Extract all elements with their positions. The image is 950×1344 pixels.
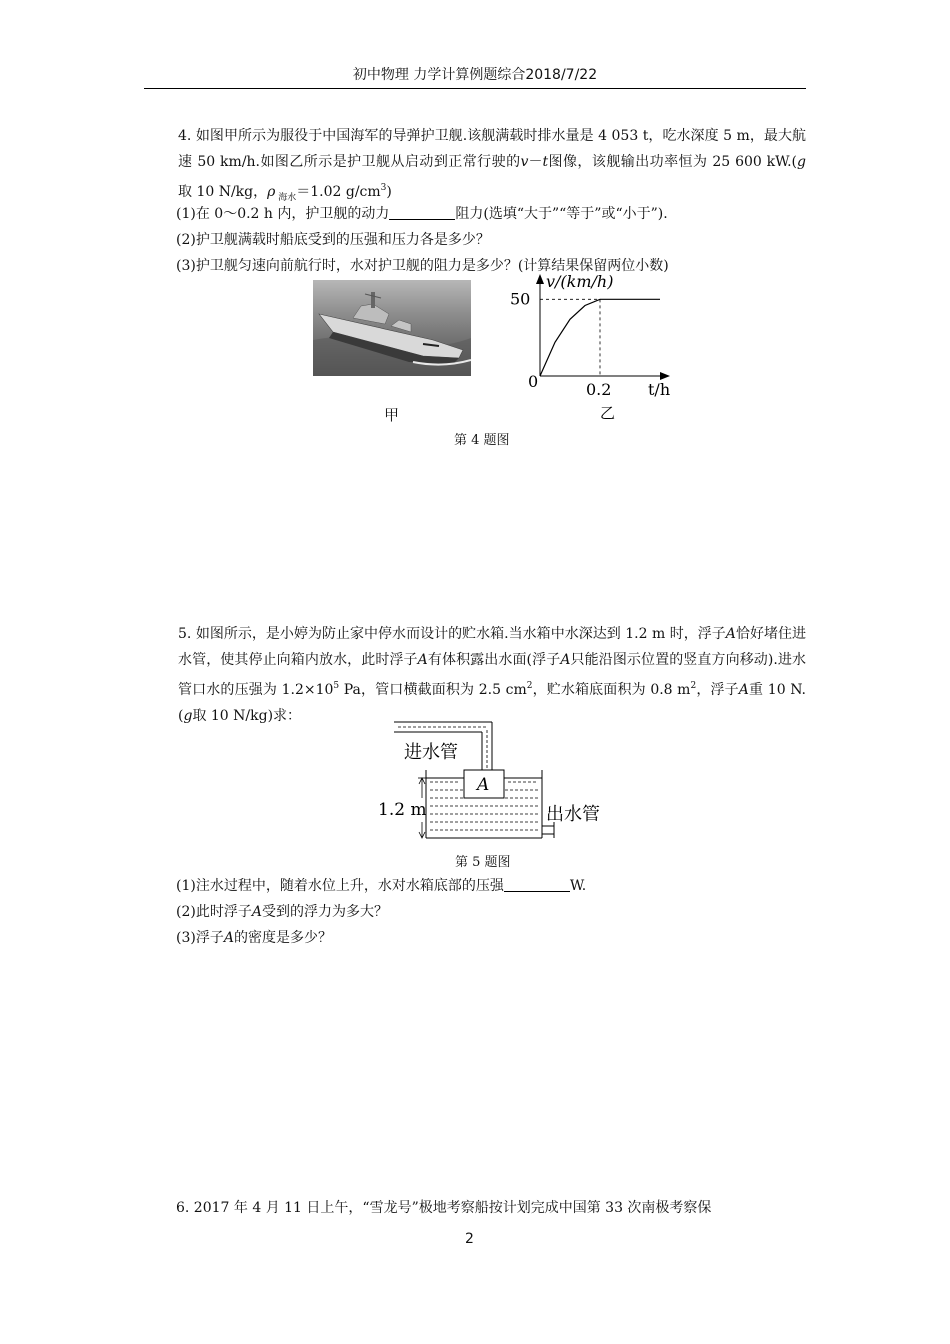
- depth-label: 1.2 m: [378, 800, 427, 820]
- q4-caption: 第 4 题图: [454, 433, 510, 448]
- float-label: A: [477, 775, 490, 795]
- q4-sub2: (2)护卫舰满载时船底受到的压强和压力各是多少？: [176, 232, 490, 248]
- page-header-title: 初中物理 力学计算例题综合2018/7/22: [352, 67, 598, 83]
- q5-caption: 第 5 题图: [455, 855, 511, 870]
- q6-intro: 6. 2017 年 4 月 11 日上午，“雪龙号”极地考察船按计划完成中国第 33 次南极考察保: [176, 1200, 712, 1216]
- y-axis-label: v/(km/h): [546, 272, 614, 291]
- figure-label-jia: 甲: [384, 406, 400, 424]
- page-number: 2: [465, 1231, 474, 1247]
- header-rule: [144, 88, 806, 89]
- warship-photo: [313, 280, 471, 376]
- y-axis-arrow: [536, 274, 544, 284]
- q5-intro: 5. 如图所示，是小婷为防止家中停水而设计的贮水箱.当水箱中水深达到 1.2 m 时，浮子A恰好堵住进水管，使其停止向箱内放水，此时浮子A有体积露出水面(浮子A只能沿图示位置的竖直方向移动).进水管口水的压强为 $1.2\times 10^5$ Pa，管口横截面积为 2.5 $cm^2$，贮水箱底面积为 0.8 $m^2$，浮子A重 10 N.(g取 10 N/kg)求：: [178, 626, 807, 724]
- x-axis-label: t/h: [648, 380, 671, 399]
- y-tick-label: 50: [510, 289, 531, 309]
- q5-sub1: (1)注水过程中，随着水位上升，水对水箱底部的压强 W.: [176, 878, 587, 894]
- q5-sub3: (3)浮子A的密度是多少？: [176, 930, 332, 946]
- water-tank-diagram: [376, 716, 608, 846]
- inlet-label: 进水管: [404, 742, 458, 763]
- outlet-label: 出水管: [546, 804, 600, 825]
- q4-intro: 4. 如图甲所示为服役于中国海军的导弹护卫舰.该舰满载时排水量是 4 053 t，吃水深度 5 m，最大航速 50 km/h.如图乙所示是护卫舰从启动到正常行驶的v－t图像，该舰输出功率恒为 25 600 kW.(g 取 10 N/kg，ρ $_{海水}$＝1.02 $g/cm^3$): [178, 128, 806, 203]
- answer-blank[interactable]: [389, 205, 455, 220]
- q5-sub2: (2)此时浮子A受到的浮力为多大？: [176, 904, 388, 920]
- x-tick-label: 0.2: [586, 380, 612, 399]
- velocity-time-chart: [498, 268, 688, 430]
- q4-sub1: (1)在 0～0.2 h 内，护卫舰的动力 阻力(选填“大于”“等于”或“小于”).: [176, 206, 668, 222]
- answer-blank[interactable]: [504, 877, 570, 892]
- x-axis-arrow: [660, 372, 670, 380]
- figure-label-yi: 乙: [600, 404, 616, 422]
- q4-sub3: (3)护卫舰匀速向前航行时，水对护卫舰的阻力是多少？(计算结果保留两位小数): [176, 258, 669, 274]
- origin-label: 0: [528, 372, 539, 391]
